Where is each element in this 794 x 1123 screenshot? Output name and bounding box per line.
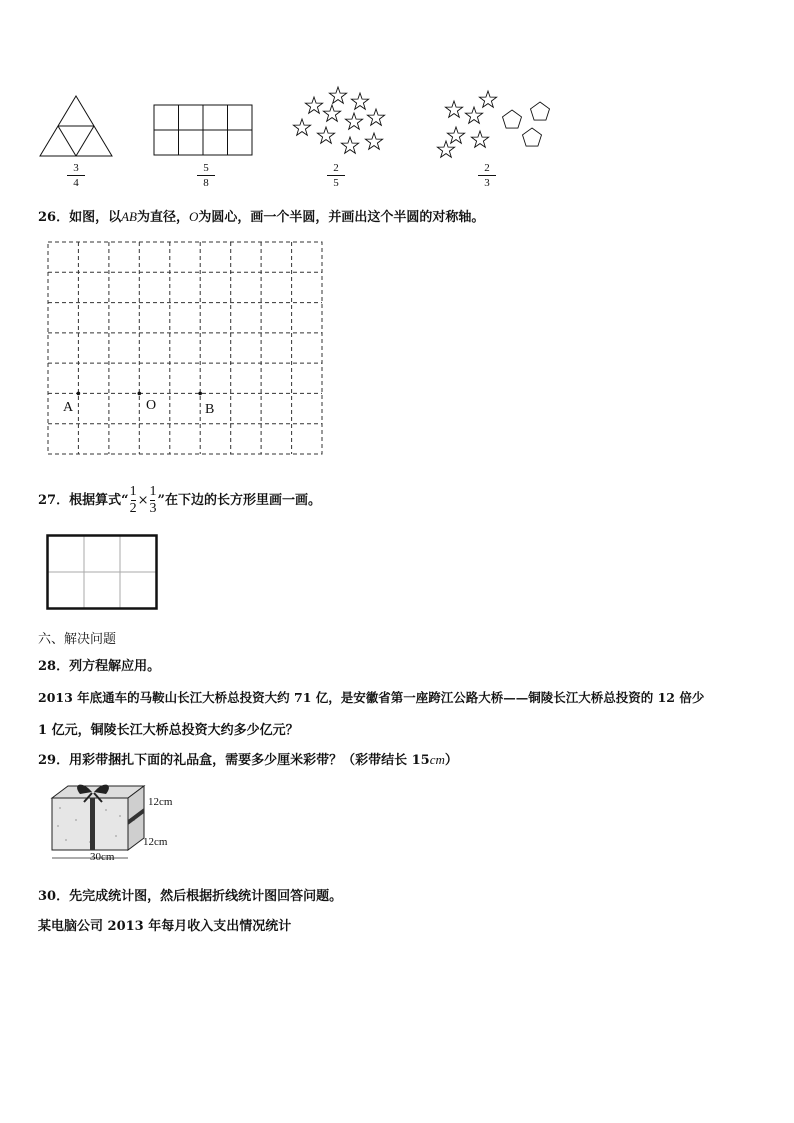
q28-line2: 1 亿元，铜陵长江大桥总投资大约多少亿元？ xyxy=(38,723,299,738)
gift-box-figure xyxy=(46,780,186,866)
point-a-label: A xyxy=(63,400,74,415)
rectangle-grid-figure xyxy=(153,104,253,156)
dim-height-label: 12cm xyxy=(148,796,173,808)
fraction-half: $\frac{1}{2}$ xyxy=(129,484,137,516)
fraction-2-3: 2 3 xyxy=(475,162,499,189)
point-o-label: O xyxy=(146,398,157,413)
point-b-label: B xyxy=(205,402,215,417)
q26-text: 26．如图，以AB为直径，O为圆心，画一个半圆，并画出这个半圆的对称轴。 xyxy=(38,209,485,225)
stars-figure xyxy=(288,84,388,164)
fraction-5-8: 5 8 xyxy=(194,162,218,189)
fraction-2-5: 2 5 xyxy=(324,162,348,189)
dim-width-label: 12cm xyxy=(143,836,168,848)
q30-subtitle: 某电脑公司 2013 年每月收入支出情况统计 xyxy=(38,919,292,934)
dim-length-label: 30cm xyxy=(90,851,115,863)
rectangle-drawing-area xyxy=(46,534,158,610)
q27-text: 27．根据算式“ $\frac{1}{2}$ × $\frac{1}{3}$ ”在下边的长方形里画一画。 xyxy=(38,484,321,516)
point-b-dot xyxy=(198,392,202,396)
fraction-third: $\frac{1}{3}$ xyxy=(149,484,157,516)
q28-title: 28．列方程解应用。 xyxy=(38,659,161,674)
point-o-dot xyxy=(138,392,142,396)
dashed-grid xyxy=(46,240,326,458)
q30-title: 30．先完成统计图，然后根据折线统计图回答问题。 xyxy=(38,889,343,904)
q29-text: 29．用彩带捆扎下面的礼品盒，需要多少厘米彩带？（彩带结长 15cm） xyxy=(38,752,458,768)
section-6-heading: 六、解决问题 xyxy=(38,632,117,647)
q28-line1: 2013 年底通车的马鞍山长江大桥总投资大约 71 亿，是安徽省第一座跨江公路大桥——铜陵长江大桥总投资的 12 倍少 xyxy=(38,690,705,705)
fraction-3-4: 3 4 xyxy=(64,162,88,189)
triangle-figure xyxy=(38,94,114,160)
point-a-dot xyxy=(77,392,81,396)
stars-pentagons-figure xyxy=(432,88,562,164)
